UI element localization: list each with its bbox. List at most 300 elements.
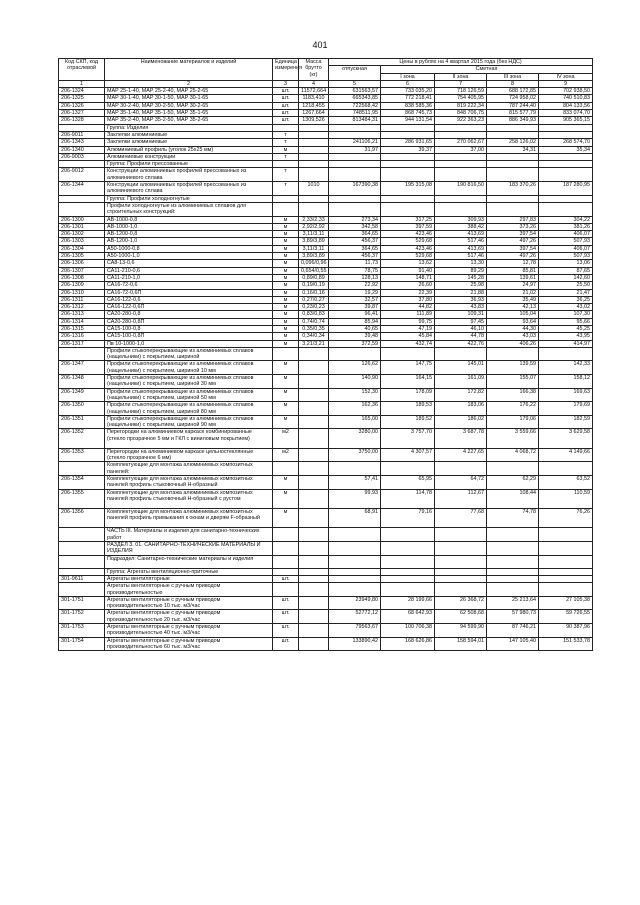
cell-unit: шт. [273, 575, 299, 582]
cell-name: МАР 35-2-40, МАР 35-2-50, МАР 35-2-65 [105, 117, 273, 124]
cell-release-price [329, 161, 381, 168]
cell-mass [299, 610, 329, 624]
cell-code: 301-1754 [59, 637, 105, 651]
cell-unit: т [273, 168, 299, 182]
cell-zone3-price: 297,83 [487, 216, 539, 223]
cell-name: СА11-210-0,6 [105, 267, 273, 274]
cell-code: 206-1307 [59, 267, 105, 274]
cell-zone4-price: 90 387,96 [539, 624, 593, 638]
cell-code: 206-1305 [59, 253, 105, 260]
cell-unit [273, 541, 299, 555]
cell-name: СА15-100-0,8 [105, 325, 273, 332]
cell-zone1-price [381, 195, 435, 202]
cell-zone2-price [435, 347, 487, 361]
cell-release-price: 273,34 [329, 216, 381, 223]
cell-mass: 3,11/3,11 [299, 245, 329, 252]
cell-zone4-price [539, 541, 593, 555]
header-zone3: III зона [487, 73, 539, 80]
cell-code: 206-9003 [59, 153, 105, 160]
cell-mass [299, 429, 329, 448]
cell-mass [299, 375, 329, 389]
cell-zone3-price [487, 347, 539, 361]
cell-zone1-price: 286 931,65 [381, 139, 435, 146]
header-estimate: Сметная [381, 66, 593, 73]
cell-name: Алюминиевый профиль (уголок 25х25 мм) [105, 146, 273, 153]
cell-zone4-price: 804 133,56 [539, 102, 593, 109]
cell-release-price [329, 168, 381, 182]
cell-zone3-price: 74,78 [487, 509, 539, 528]
cell-release-price: 665343,85 [329, 95, 381, 102]
cell-zone4-price: 27 105,38 [539, 596, 593, 610]
cell-release-price: 241106,21 [329, 139, 381, 146]
cell-zone2-price [435, 195, 487, 202]
cell-name: Агрегаты вентиляторные [105, 575, 273, 582]
cell-zone1-price: 168 626,86 [381, 637, 435, 651]
cell-release-price: 456,37 [329, 253, 381, 260]
cell-mass [299, 347, 329, 361]
cell-unit [273, 462, 299, 476]
cell-zone4-price: 76,26 [539, 509, 593, 528]
table-row [59, 333, 593, 340]
cell-zone3-price: 21,02 [487, 289, 539, 296]
cell-zone2-price: 718 126,59 [435, 88, 487, 95]
cell-zone1-price [381, 555, 435, 568]
cell-zone1-price: 148,71 [381, 274, 435, 281]
cell-zone2-price: 186,02 [435, 415, 487, 429]
cell-zone3-price [487, 575, 539, 582]
cell-zone1-price: 91,40 [381, 267, 435, 274]
cell-zone4-price: 406,07 [539, 245, 593, 252]
cell-zone1-price: 838 585,36 [381, 102, 435, 109]
table-row [59, 231, 593, 238]
cell-release-price: 364,65 [329, 231, 381, 238]
cell-zone2-price: 25,98 [435, 282, 487, 289]
cell-unit: м [273, 333, 299, 340]
cell-zone3-price: 87 746,21 [487, 624, 539, 638]
cell-unit: шт. [273, 610, 299, 624]
cell-unit: шт. [273, 117, 299, 124]
cell-code: 206-1350 [59, 402, 105, 416]
cell-zone1-price: 733 035,20 [381, 88, 435, 95]
cell-name: РАЗДЕЛ 3. 01. САНИТАРНО-ТЕХНИЧЕСКИЕ МАТЕРИАЛЫ И ИЗДЕЛИЯ [105, 541, 273, 555]
cell-zone1-price: 772 218,41 [381, 95, 435, 102]
cell-name: СА16-122-0,6 [105, 296, 273, 303]
table-row [59, 223, 593, 230]
table-row [59, 88, 593, 95]
cell-unit: шт. [273, 624, 299, 638]
cell-mass [299, 541, 329, 555]
cell-release-price: 162,36 [329, 402, 381, 416]
cell-code: 206-1349 [59, 388, 105, 402]
cell-zone2-price: 172,82 [435, 388, 487, 402]
cell-code: 206-1355 [59, 489, 105, 508]
cell-release-price [329, 347, 381, 361]
cell-unit: м [273, 325, 299, 332]
cell-zone3-price: 44,30 [487, 325, 539, 332]
cell-mass [299, 161, 329, 168]
cell-zone1-price: 22,39 [381, 289, 435, 296]
cell-mass: 1218,455 [299, 102, 329, 109]
cell-zone2-price: 183,06 [435, 402, 487, 416]
cell-zone2-price: 422,76 [435, 340, 487, 347]
cell-release-price [329, 153, 381, 160]
table-row [59, 415, 593, 429]
cell-code: 206-1327 [59, 110, 105, 117]
table-row [59, 182, 593, 196]
cell-unit: м [273, 402, 299, 416]
cell-release-price: 152,30 [329, 388, 381, 402]
header-zone1: I зона [381, 73, 435, 80]
cell-name: Агрегаты вентиляторные с ручным приводом производительностью 60 тыс. м3/час [105, 637, 273, 651]
cell-mass: 1267,664 [299, 110, 329, 117]
cell-release-price: 79563,67 [329, 624, 381, 638]
cell-zone2-price: 36,93 [435, 296, 487, 303]
cell-zone4-price: 268 574,70 [539, 139, 593, 146]
cell-unit: шт. [273, 596, 299, 610]
cell-code: 206-1353 [59, 448, 105, 462]
table-row [59, 448, 593, 462]
table-row [59, 476, 593, 490]
cell-zone1-price: 189,53 [381, 402, 435, 416]
cell-zone3-price: 688 172,85 [487, 88, 539, 95]
cell-zone3-price: 815 577,79 [487, 110, 539, 117]
cell-zone1-price: 868 745,73 [381, 110, 435, 117]
cell-zone4-price: 381,26 [539, 223, 593, 230]
cell-code [59, 347, 105, 361]
cell-zone1-price: 432,74 [381, 340, 435, 347]
cell-zone1-price [381, 575, 435, 582]
cell-zone4-price: 905 365,15 [539, 117, 593, 124]
col-number: 2 [105, 80, 273, 87]
cell-name: Агрегаты вентиляторные с ручным приводом производительностью 20 тыс. м3/час [105, 610, 273, 624]
cell-zone4-price [539, 153, 593, 160]
cell-name: Группа: Агрегаты вентиляционно-приточные [105, 568, 273, 575]
table-row [59, 245, 593, 252]
cell-zone2-price: 517,46 [435, 238, 487, 245]
cell-zone3-price [487, 528, 539, 542]
cell-zone4-price: 740 510,83 [539, 95, 593, 102]
table-row [59, 429, 593, 448]
header-unit: Единица измерения [273, 59, 299, 81]
cell-release-price: 52772,12 [329, 610, 381, 624]
cell-mass [299, 476, 329, 490]
cell-zone4-price: 179,69 [539, 402, 593, 416]
cell-zone2-price [435, 202, 487, 216]
cell-release-price [329, 195, 381, 202]
cell-mass [299, 624, 329, 638]
cell-code: 206-1309 [59, 282, 105, 289]
cell-unit [273, 202, 299, 216]
header-name: Наименование материалов и изделий [105, 59, 273, 81]
table-row [59, 124, 593, 131]
cell-release-price: 813484,31 [329, 117, 381, 124]
cell-release-price: 32,57 [329, 296, 381, 303]
cell-unit: шт. [273, 88, 299, 95]
cell-mass [299, 131, 329, 138]
cell-code: 301-1751 [59, 596, 105, 610]
cell-zone3-price: 139,61 [487, 274, 539, 281]
cell-zone3-price: 62,29 [487, 476, 539, 490]
cell-zone3-price: 147 105,40 [487, 637, 539, 651]
cell-zone4-price: 43,95 [539, 333, 593, 340]
cell-name: АВ-1000-0,8 [105, 216, 273, 223]
cell-zone3-price [487, 161, 539, 168]
cell-zone1-price: 79,16 [381, 509, 435, 528]
cell-zone2-price: 64,72 [435, 476, 487, 490]
cell-unit [273, 555, 299, 568]
cell-zone3-price: 373,26 [487, 223, 539, 230]
table-row [59, 340, 593, 347]
cell-release-price: 19,29 [329, 289, 381, 296]
cell-code: 301-1753 [59, 624, 105, 638]
cell-mass: 3,89/3,89 [299, 253, 329, 260]
cell-zone1-price: 164,15 [381, 375, 435, 389]
cell-zone2-price [435, 583, 487, 597]
cell-code: 206-1340 [59, 146, 105, 153]
price-table [58, 58, 593, 651]
cell-zone3-price [487, 168, 539, 182]
cell-mass [299, 448, 329, 462]
table-row [59, 110, 593, 117]
cell-zone1-price: 13,62 [381, 260, 435, 267]
table-row [59, 402, 593, 416]
cell-zone2-price [435, 568, 487, 575]
cell-code: 206-1326 [59, 102, 105, 109]
cell-mass: 0,35/0,35 [299, 325, 329, 332]
cell-mass: 0,19/0,19 [299, 282, 329, 289]
cell-zone1-price: 3 757,70 [381, 429, 435, 448]
cell-zone4-price [539, 575, 593, 582]
cell-zone4-price [539, 131, 593, 138]
cell-code: 206-1300 [59, 216, 105, 223]
table-row [59, 610, 593, 624]
cell-zone1-price [381, 541, 435, 555]
cell-code [59, 124, 105, 131]
cell-unit: шт. [273, 110, 299, 117]
cell-name: Профили стыкоперекрывающие из алюминиевых сплавов (нащельники) с покрытием, шириной 50 мм [105, 388, 273, 402]
cell-zone1-price: 26,60 [381, 282, 435, 289]
cell-zone3-price: 108,44 [487, 489, 539, 508]
cell-name: Конструкции алюминиевых профилей прессованных из алюминиевого сплава [105, 168, 273, 182]
cell-code: 206-1317 [59, 340, 105, 347]
cell-unit: м [273, 253, 299, 260]
cell-zone1-price: 28 199,66 [381, 596, 435, 610]
cell-zone4-price: 304,22 [539, 216, 593, 223]
cell-zone4-price [539, 124, 593, 131]
table-row [59, 624, 593, 638]
cell-zone2-price: 97,45 [435, 318, 487, 325]
cell-release-price: 23949,80 [329, 596, 381, 610]
cell-mass: 3,21/3,21 [299, 340, 329, 347]
cell-unit: т [273, 153, 299, 160]
cell-name: Комплектующие для монтажа алюминиевых композитных панелей профиль стыковочный Н-образный с рустом [105, 489, 273, 508]
cell-zone4-price: 702 938,50 [539, 88, 593, 95]
cell-code: 206-1348 [59, 375, 105, 389]
cell-name: А50-1000-1,0 [105, 253, 273, 260]
cell-mass: 0,23/0,23 [299, 304, 329, 311]
cell-code: 206-1306 [59, 260, 105, 267]
cell-code: 206-1356 [59, 509, 105, 528]
table-row [59, 102, 593, 109]
cell-zone2-price: 922 363,23 [435, 117, 487, 124]
cell-zone3-price: 397,54 [487, 245, 539, 252]
cell-zone2-price: 309,93 [435, 216, 487, 223]
cell-name: Профили стыкоперекрывающие из алюминиевых сплавов (нащельники) с покрытием, шириной 10 мм [105, 361, 273, 375]
page-number: 401 [312, 40, 328, 50]
table-row [59, 131, 593, 138]
cell-zone4-price [539, 568, 593, 575]
cell-zone4-price: 182,59 [539, 415, 593, 429]
cell-code [59, 195, 105, 202]
table-row [59, 253, 593, 260]
cell-zone3-price [487, 202, 539, 216]
cell-name: Группа: Профили холодногнутые [105, 195, 273, 202]
cell-zone2-price: 145,01 [435, 361, 487, 375]
cell-zone1-price [381, 153, 435, 160]
cell-zone3-price: 3 559,66 [487, 429, 539, 448]
cell-release-price: 128,13 [329, 274, 381, 281]
cell-zone1-price: 178,09 [381, 388, 435, 402]
cell-zone4-price: 63,52 [539, 476, 593, 490]
cell-release-price: 40,65 [329, 325, 381, 332]
cell-zone1-price: 195 315,08 [381, 182, 435, 196]
cell-zone4-price [539, 195, 593, 202]
table-row [59, 462, 593, 476]
cell-name: АВ-1000-1,0 [105, 223, 273, 230]
cell-zone4-price: 21,47 [539, 289, 593, 296]
cell-zone1-price: 397,59 [381, 223, 435, 230]
cell-unit: шт. [273, 637, 299, 651]
cell-mass [299, 555, 329, 568]
cell-release-price [329, 583, 381, 597]
cell-zone2-price: 388,42 [435, 223, 487, 230]
cell-name: Подраздел: Санитарно-технические материалы и изделия [105, 555, 273, 568]
cell-mass: 0,74/0,74 [299, 318, 329, 325]
header-zone2: II зона [435, 73, 487, 80]
cell-name: Профили стыкоперекрывающие из алюминиевых сплавов (нащельники) с покрытием, шириной 80 мм [105, 402, 273, 416]
cell-zone2-price [435, 124, 487, 131]
cell-zone3-price: 43,03 [487, 333, 539, 340]
cell-mass [299, 153, 329, 160]
cell-release-price [329, 555, 381, 568]
cell-zone3-price: 166,38 [487, 388, 539, 402]
cell-release-price: 133890,42 [329, 637, 381, 651]
cell-code [59, 541, 105, 555]
cell-zone4-price: 507,93 [539, 238, 593, 245]
cell-zone3-price [487, 124, 539, 131]
table-row [59, 289, 593, 296]
cell-mass [299, 139, 329, 146]
cell-zone3-price: 724 958,02 [487, 95, 539, 102]
cell-unit: м [273, 223, 299, 230]
cell-release-price: 3280,00 [329, 429, 381, 448]
cell-zone3-price: 85,81 [487, 267, 539, 274]
cell-unit: м [273, 311, 299, 318]
cell-zone1-price: 44,82 [381, 304, 435, 311]
table-row [59, 568, 593, 575]
cell-zone3-price: 34,31 [487, 146, 539, 153]
cell-name: Комплектующие для монтажа алюминиевых композитных панелей профиль стыковочный Н-образный [105, 476, 273, 490]
cell-code [59, 583, 105, 597]
cell-zone1-price: 47,19 [381, 325, 435, 332]
cell-unit: м [273, 304, 299, 311]
cell-name: Профили стыкоперекрывающие из алюминиевых сплавов (нащельники) с покрытием, шириной 90 мм [105, 415, 273, 429]
cell-unit: м [273, 361, 299, 375]
cell-code: 206-1328 [59, 117, 105, 124]
cell-code: 206-1316 [59, 333, 105, 340]
table-row [59, 260, 593, 267]
cell-name: СА16-122-0,6П [105, 304, 273, 311]
cell-zone4-price: 35,34 [539, 146, 593, 153]
cell-name: СА15-100-0,8П [105, 333, 273, 340]
cell-zone4-price: 142,60 [539, 274, 593, 281]
cell-release-price: 39,48 [329, 333, 381, 340]
cell-code [59, 568, 105, 575]
cell-unit: т [273, 182, 299, 196]
header-release: отпускная [329, 66, 381, 81]
cell-zone2-price [435, 528, 487, 542]
cell-code: 206-1351 [59, 415, 105, 429]
cell-zone3-price [487, 195, 539, 202]
cell-release-price [329, 575, 381, 582]
cell-zone4-price: 151 533,78 [539, 637, 593, 651]
cell-zone2-price [435, 555, 487, 568]
cell-zone1-price [381, 161, 435, 168]
cell-zone3-price: 258 126,02 [487, 139, 539, 146]
cell-mass [299, 361, 329, 375]
table-row [59, 274, 593, 281]
cell-name: Профили стыкоперекрывающие из алюминиевых сплавов (нащельники) с покрытием, шириной [105, 347, 273, 361]
cell-zone4-price [539, 462, 593, 476]
cell-zone3-price: 12,78 [487, 260, 539, 267]
cell-code: 206-1302 [59, 231, 105, 238]
cell-code: 206-1344 [59, 182, 105, 196]
cell-zone3-price [487, 583, 539, 597]
cell-release-price: 22,92 [329, 282, 381, 289]
cell-mass [299, 637, 329, 651]
cell-zone3-price: 105,04 [487, 311, 539, 318]
cell-name: Агрегаты вентиляторные с ручным приводом производительностью [105, 583, 273, 597]
cell-zone1-price: 423,46 [381, 231, 435, 238]
cell-name: Алюминиевые конструкции [105, 153, 273, 160]
cell-unit: м [273, 340, 299, 347]
cell-release-price: 748511,95 [329, 110, 381, 117]
cell-zone3-price [487, 131, 539, 138]
cell-zone3-price: 139,59 [487, 361, 539, 375]
cell-zone4-price: 169,63 [539, 388, 593, 402]
cell-unit: м2 [273, 429, 299, 448]
cell-zone4-price: 25,50 [539, 282, 593, 289]
header-zone4: IV зона [539, 73, 593, 80]
cell-zone1-price: 39,37 [381, 146, 435, 153]
cell-zone4-price: 142,33 [539, 361, 593, 375]
cell-zone2-price: 94 599,90 [435, 624, 487, 638]
cell-release-price: 342,58 [329, 223, 381, 230]
table-row [59, 489, 593, 508]
cell-release-price: 167390,38 [329, 182, 381, 196]
cell-zone3-price: 57 980,73 [487, 610, 539, 624]
cell-zone2-price [435, 541, 487, 555]
cell-zone3-price: 406,26 [487, 340, 539, 347]
cell-mass [299, 596, 329, 610]
cell-name: Комплектующие для монтажа алюминиевых композитных панелей профиль примыкания к окнам и дверям F-образный [105, 509, 273, 528]
header-mass: Масса брутто (кг) [299, 59, 329, 81]
cell-unit: м2 [273, 448, 299, 462]
cell-name: Пв 10-1000-1,0 [105, 340, 273, 347]
cell-zone2-price: 848 706,75 [435, 110, 487, 117]
cell-unit: м [273, 489, 299, 508]
cell-unit: м [273, 245, 299, 252]
